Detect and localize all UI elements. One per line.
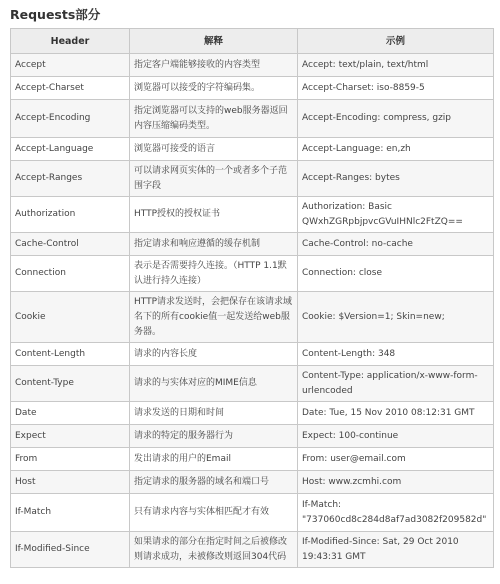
header-name-cell: If-Modified-Since bbox=[11, 532, 130, 568]
table-row bbox=[11, 366, 494, 402]
table-row bbox=[11, 292, 494, 343]
example-cell: Cookie: $Version=1; Skin=new; bbox=[298, 292, 494, 343]
table-row bbox=[11, 233, 494, 256]
example-cell: Host: www.zcmhi.com bbox=[298, 471, 494, 494]
description-cell: HTTP请求发送时，会把保存在该请求域名下的所有cookie值一起发送给web服务器。 bbox=[130, 292, 298, 343]
header-name-cell: If-Match bbox=[11, 494, 130, 532]
table-row bbox=[11, 138, 494, 161]
table-row bbox=[11, 471, 494, 494]
description-cell: 只有请求内容与实体相匹配才有效 bbox=[130, 494, 298, 532]
section-title: Requests部分 bbox=[10, 7, 101, 22]
example-cell: Accept-Language: en,zh bbox=[298, 138, 494, 161]
example-cell: Content-Type: application/x-www-form-urlencoded bbox=[298, 366, 494, 402]
column-header-example: 示例 bbox=[298, 29, 494, 54]
description-cell: 请求的内容长度 bbox=[130, 343, 298, 366]
header-name-cell: Cookie bbox=[11, 292, 130, 343]
table-row bbox=[11, 402, 494, 425]
description-cell: 表示是否需要持久连接。（HTTP 1.1默认进行持久连接） bbox=[130, 256, 298, 292]
header-name-cell: From bbox=[11, 448, 130, 471]
header-name-cell: Accept-Encoding bbox=[11, 100, 130, 138]
table-row bbox=[11, 197, 494, 233]
description-cell: 请求的与实体对应的MIME信息 bbox=[130, 366, 298, 402]
description-cell: 可以请求网页实体的一个或者多个子范围字段 bbox=[130, 161, 298, 197]
request-headers-table bbox=[10, 28, 494, 568]
header-name-cell: Content-Type bbox=[11, 366, 130, 402]
table-row bbox=[11, 77, 494, 100]
description-cell: 如果请求的部分在指定时间之后被修改则请求成功，未被修改则返回304代码 bbox=[130, 532, 298, 568]
example-cell: From: user@email.com bbox=[298, 448, 494, 471]
example-cell: Content-Length: 348 bbox=[298, 343, 494, 366]
header-name-cell: Accept-Charset bbox=[11, 77, 130, 100]
header-name-cell: Connection bbox=[11, 256, 130, 292]
example-cell: Date: Tue, 15 Nov 2010 08:12:31 GMT bbox=[298, 402, 494, 425]
example-cell: Expect: 100-continue bbox=[298, 425, 494, 448]
description-cell: 浏览器可以接受的字符编码集。 bbox=[130, 77, 298, 100]
example-cell: If-Modified-Since: Sat, 29 Oct 2010 19:43:31 GMT bbox=[298, 532, 494, 568]
description-cell: 发出请求的用户的Email bbox=[130, 448, 298, 471]
description-cell: 指定请求的服务器的域名和端口号 bbox=[130, 471, 298, 494]
column-header-header: Header bbox=[11, 29, 130, 54]
header-name-cell: Expect bbox=[11, 425, 130, 448]
table-row bbox=[11, 161, 494, 197]
header-name-cell: Accept-Language bbox=[11, 138, 130, 161]
table-row bbox=[11, 532, 494, 568]
example-cell: Accept-Encoding: compress, gzip bbox=[298, 100, 494, 138]
table-row bbox=[11, 54, 494, 77]
table-row bbox=[11, 425, 494, 448]
example-cell: Accept-Ranges: bytes bbox=[298, 161, 494, 197]
header-name-cell: Date bbox=[11, 402, 130, 425]
header-name-cell: Accept bbox=[11, 54, 130, 77]
example-cell: Authorization: Basic QWxhZGRpbjpvcGVuIHNlc2FtZQ== bbox=[298, 197, 494, 233]
table-header-row bbox=[11, 29, 494, 54]
table-row bbox=[11, 256, 494, 292]
example-cell: Accept-Charset: iso-8859-5 bbox=[298, 77, 494, 100]
header-name-cell: Host bbox=[11, 471, 130, 494]
table-row bbox=[11, 343, 494, 366]
example-cell: Accept: text/plain, text/html bbox=[298, 54, 494, 77]
description-cell: 请求的特定的服务器行为 bbox=[130, 425, 298, 448]
description-cell: 指定浏览器可以支持的web服务器返回内容压缩编码类型。 bbox=[130, 100, 298, 138]
description-cell: 浏览器可接受的语言 bbox=[130, 138, 298, 161]
example-cell: Connection: close bbox=[298, 256, 494, 292]
header-name-cell: Content-Length bbox=[11, 343, 130, 366]
table-row bbox=[11, 494, 494, 532]
header-name-cell: Accept-Ranges bbox=[11, 161, 130, 197]
table-row bbox=[11, 100, 494, 138]
example-cell: If-Match: "737060cd8c284d8af7ad3082f209582d" bbox=[298, 494, 494, 532]
example-cell: Cache-Control: no-cache bbox=[298, 233, 494, 256]
description-cell: 请求发送的日期和时间 bbox=[130, 402, 298, 425]
description-cell: 指定客户端能够接收的内容类型 bbox=[130, 54, 298, 77]
column-header-description: 解释 bbox=[130, 29, 298, 54]
description-cell: HTTP授权的授权证书 bbox=[130, 197, 298, 233]
table-row bbox=[11, 448, 494, 471]
header-name-cell: Authorization bbox=[11, 197, 130, 233]
header-name-cell: Cache-Control bbox=[11, 233, 130, 256]
description-cell: 指定请求和响应遵循的缓存机制 bbox=[130, 233, 298, 256]
